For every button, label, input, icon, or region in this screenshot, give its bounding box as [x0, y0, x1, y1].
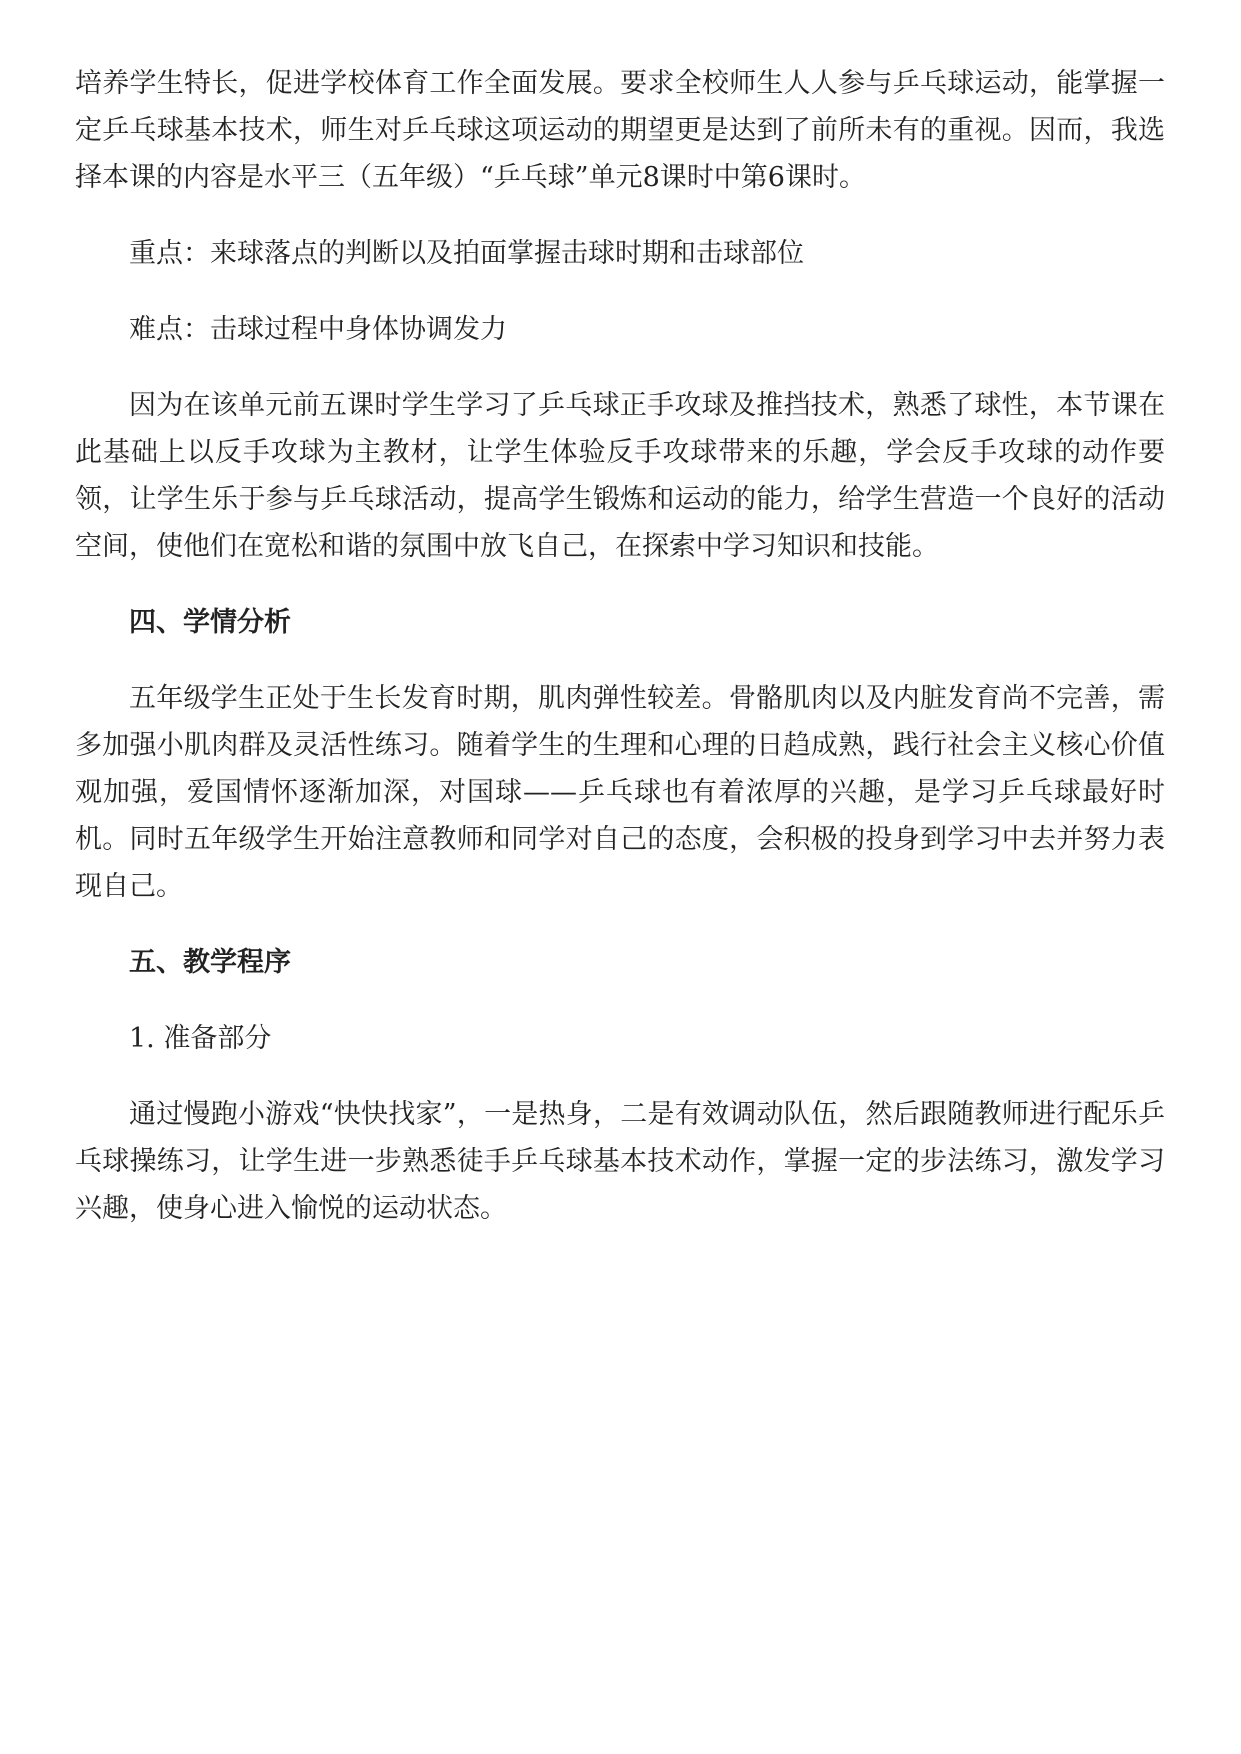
document-page — [75, 60, 1165, 1261]
paragraph-continuation: 培养学生特长，促进学校体育工作全面发展。要求全校师生人人参与乒乓球运动，能掌握一定乒乓球基本技术，师生对乒乓球这项运动的期望更是达到了前所未有的重视。因而，我选择本课的内容是水平三（五年级）“乒乓球”单元8课时中第6课时。 — [75, 68, 1165, 193]
paragraph-preparation: 通过慢跑小游戏“快快找家”，一是热身，二是有效调动队伍，然后跟随教师进行配乐乒乓球操练习，让学生进一步熟悉徒手乒乓球基本技术动作，掌握一定的步法练习，激发学习兴趣，使身心进入愉悦的运动状态。 — [75, 1099, 1165, 1224]
paragraph-student-analysis: 五年级学生正处于生长发育时期，肌肉弹性较差。骨骼肌肉以及内脏发育尚不完善，需多加强小肌肉群及灵活性练习。随着学生的生理和心理的日趋成熟，践行社会主义核心价值观加强，爱国情怀逐渐加深，对国球——乒乓球也有着浓厚的兴趣，是学习乒乓球最好时机。同时五年级学生开始注意教师和同学对自己的态度，会积极的投身到学习中去并努力表现自己。 — [75, 683, 1165, 902]
paragraph-unit-context: 因为在该单元前五课时学生学习了乒乓球正手攻球及推挡技术，熟悉了球性，本节课在此基础上以反手攻球为主教材，让学生体验反手攻球带来的乐趣，学会反手攻球的动作要领，让学生乐于参与乒乓球活动，提高学生锻炼和运动的能力，给学生营造一个良好的活动空间，使他们在宽松和谐的氛围中放飞自己，在探索中学习知识和技能。 — [75, 390, 1165, 562]
paragraph-difficult-point: 难点：击球过程中身体协调发力 — [129, 314, 507, 345]
subheading-preparation: 1. 准备部分 — [129, 1023, 272, 1054]
paragraph-key-point: 重点：来球落点的判断以及拍面掌握击球时期和击球部位 — [129, 238, 804, 269]
section-heading-teaching-procedure: 五、教学程序 — [129, 947, 291, 978]
section-heading-student-analysis: 四、学情分析 — [129, 607, 291, 638]
